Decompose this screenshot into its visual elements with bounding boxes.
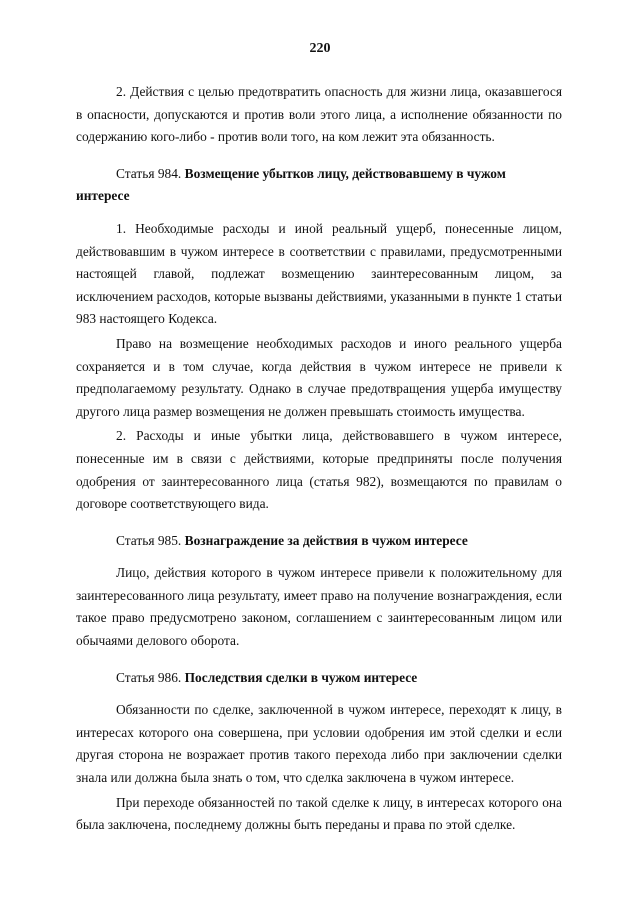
article-986-title: Последствия сделки в чужом интересе bbox=[184, 669, 418, 685]
article-984-paragraph-3: 2. Расходы и иные убытки лица, действовавшего в чужом интересе, понесенные им в связи с действиями, которые предприняты после получения одобрения от заинтересованного лица (статья 982), возмещаются по правилам о договоре соответствующего вида. bbox=[76, 428, 562, 512]
article-986-paragraph-1: Обязанности по сделке, заключенной в чужом интересе, переходят к лицу, в интересах которого она совершена, при условии одобрения им этой сделки и если другая сторона не возражает против такого перехода либо при заключении сделки знала или должна была знать о том, что сделка заключена в чужом интересе. bbox=[76, 702, 562, 786]
article-985-heading bbox=[76, 530, 562, 553]
page-number: 220 bbox=[309, 41, 331, 56]
article-984-number: Статья 984. bbox=[116, 165, 182, 181]
article-985-title: Вознаграждение за действия в чужом интересе bbox=[184, 532, 468, 548]
article-984-title: Возмещение убытков лицу, действовавшему в чужом интересе bbox=[76, 165, 506, 204]
article-985-number: Статья 985. bbox=[116, 532, 182, 548]
document-body bbox=[76, 81, 562, 839]
article-986-heading bbox=[76, 667, 562, 690]
article-984-paragraph-2: Право на возмещение необходимых расходов и иного реального ущерба сохраняется и в том случае, когда действия в чужом интересе не привели к предполагаемому результату. Однако в случае предотвращения ущерба имуществу другого лица размер возмещения не должен превышать стоимость имущества. bbox=[76, 335, 562, 419]
article-985-paragraph-1: Лицо, действия которого в чужом интересе привели к положительному для заинтересованного лица результату, имеет право на получение вознаграждения, если такое право предусмотрено законом, соглашением с заинтересованным лицом или обычаями делового оборота. bbox=[76, 565, 562, 649]
article-986-paragraph-2: При переходе обязанностей по такой сделке к лицу, в интересах которого она была заключена, последнему должны быть переданы и права по этой сделке. bbox=[76, 794, 562, 833]
article-984-paragraph-1: 1. Необходимые расходы и иной реальный ущерб, понесенные лицом, действовавшим в чужом интересе в соответствии с правилами, предусмотренными настоящей главой, подлежат возмещению заинтересованным лицом, за исключением расходов, которые вызваны действиями, указанными в пункте 1 статьи 983 настоящего Кодекса. bbox=[76, 220, 562, 327]
article-986-number: Статья 986. bbox=[116, 669, 182, 685]
article-984-heading bbox=[76, 163, 562, 208]
paragraph-prev-article-item-2: 2. Действия с целью предотвратить опасность для жизни лица, оказавшегося в опасности, допускаются и против воли этого лица, а исполнение обязанности по содержанию кого-либо - против воли того, на ком лежит эта обязанность. bbox=[76, 84, 562, 145]
